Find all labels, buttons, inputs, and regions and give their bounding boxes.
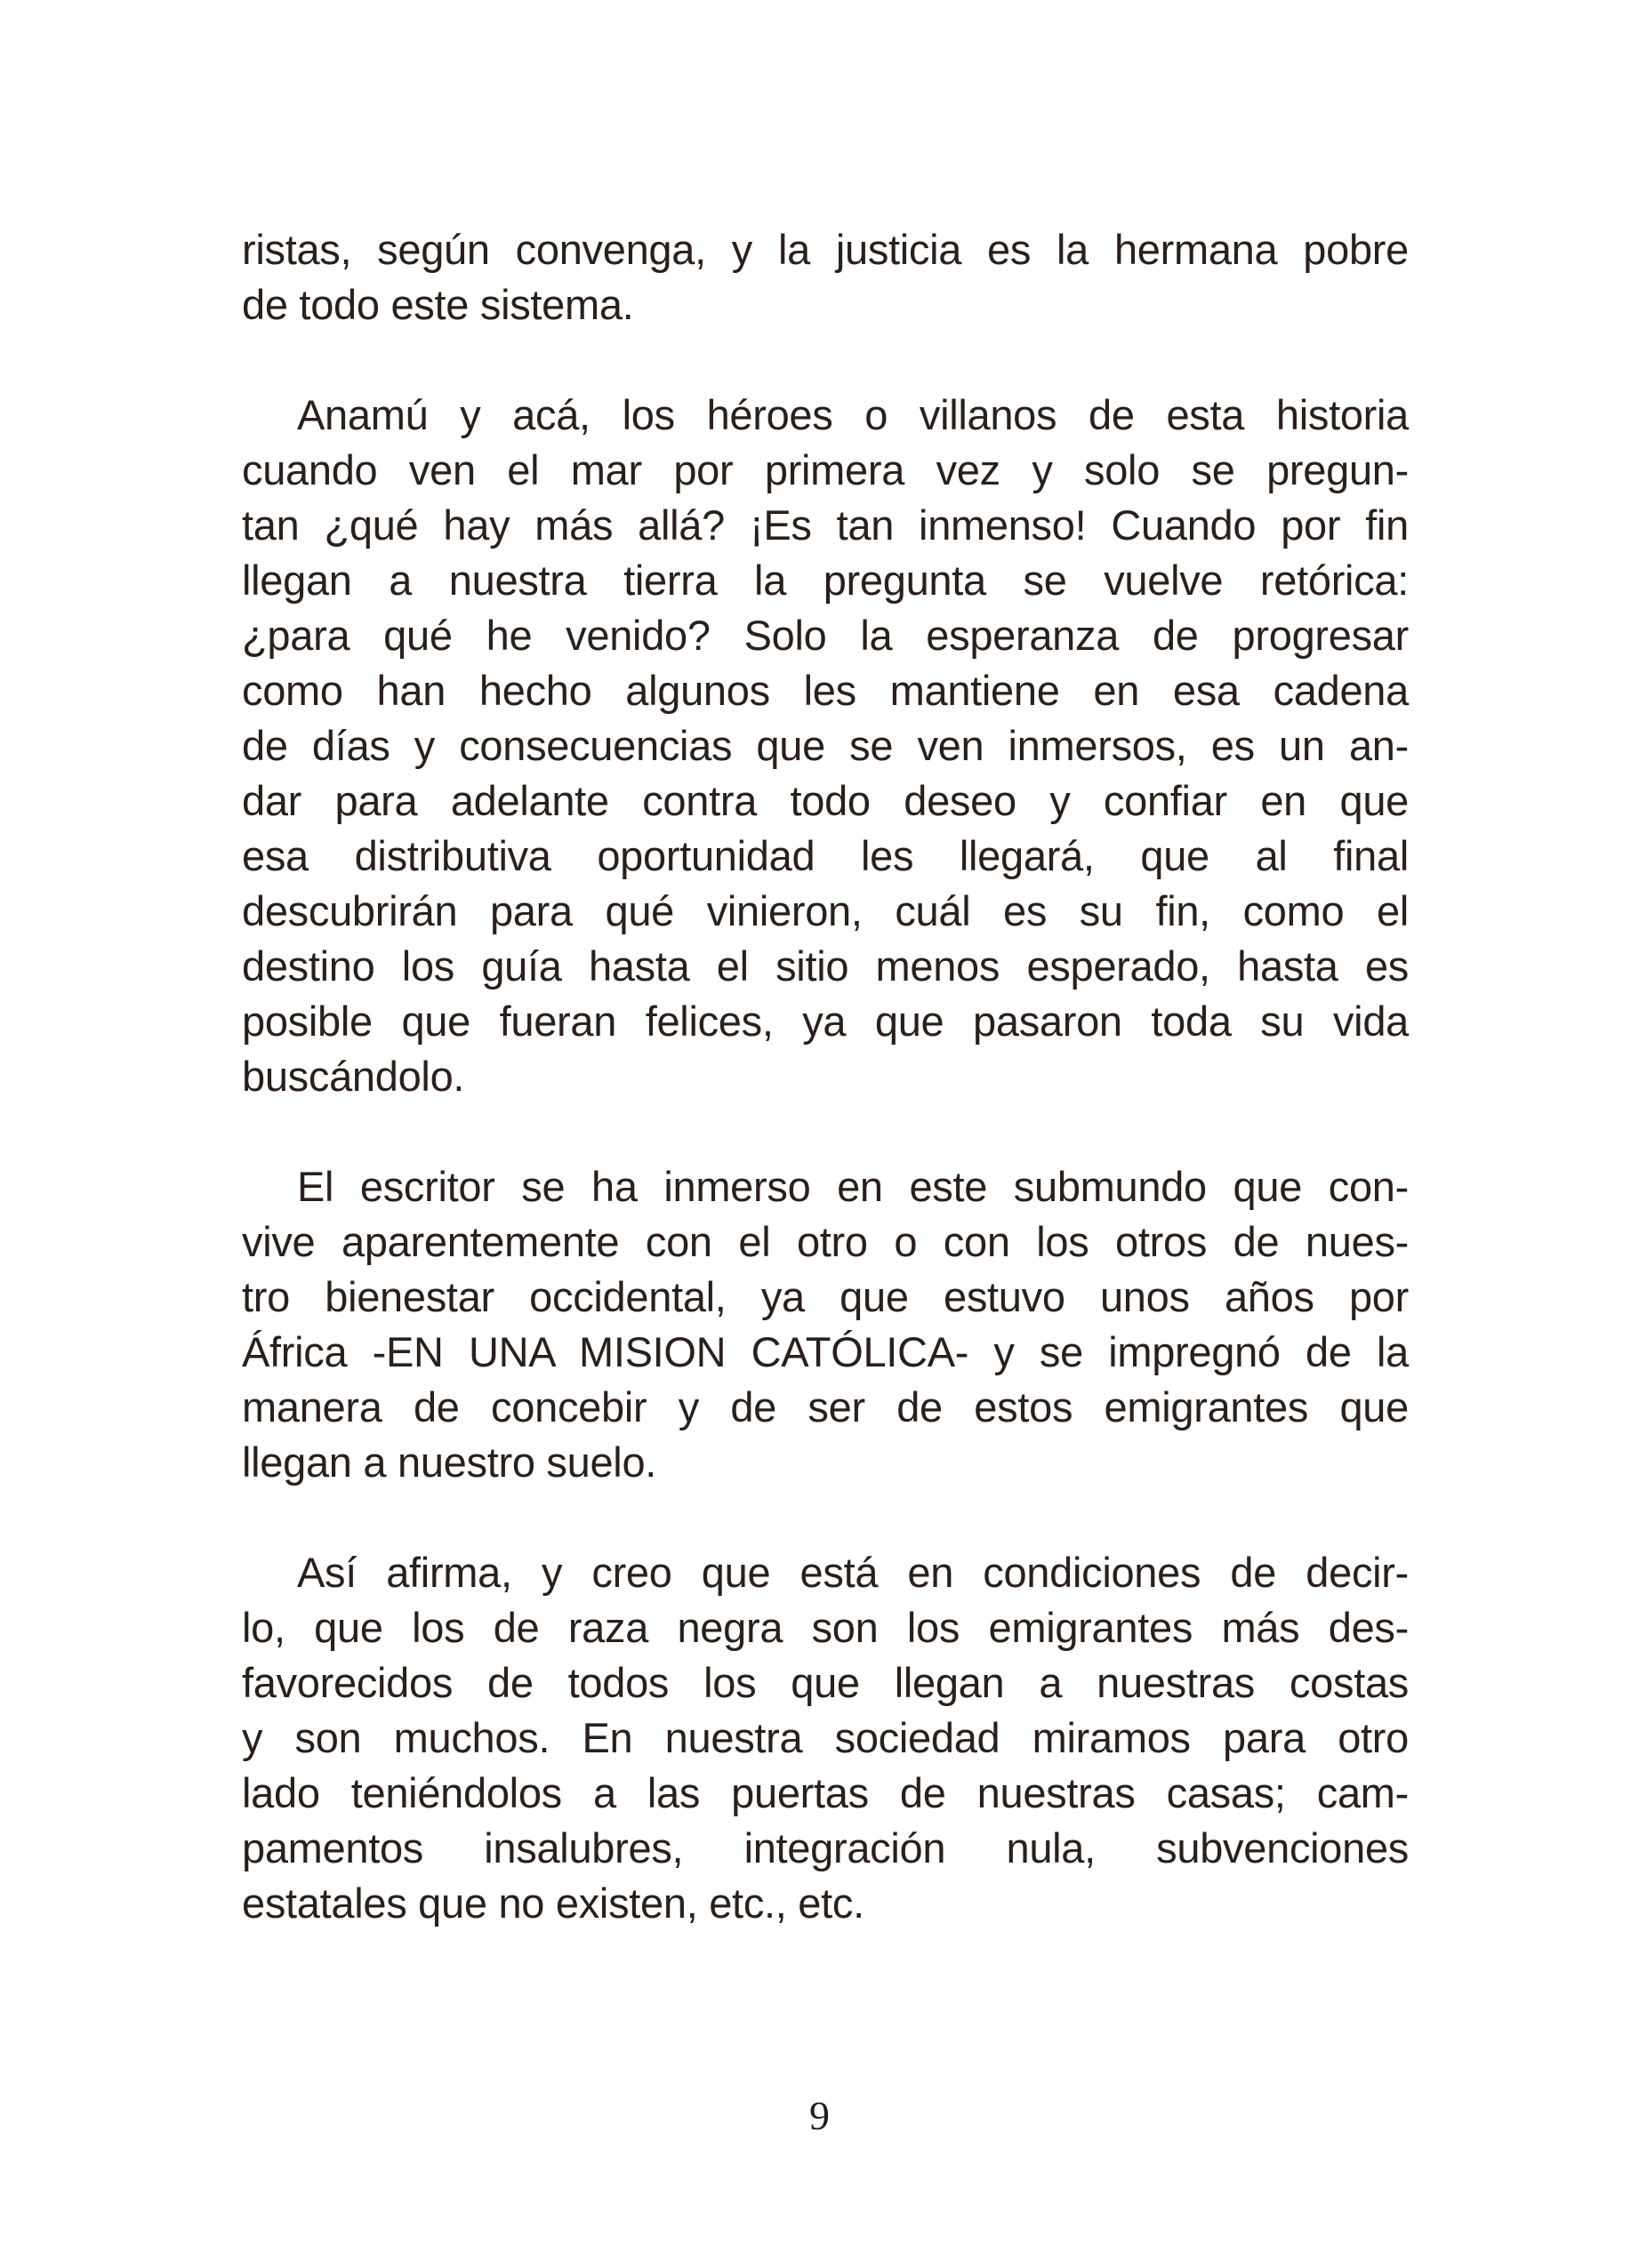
text-line: llegan a nuestra tierra la pregunta se vuelve retórica: <box>242 557 1409 604</box>
text-line: África -EN UNA MISION CATÓLICA- y se impregnó de la <box>242 1328 1409 1375</box>
page-footer <box>0 2089 1639 2143</box>
text-line: llegan a nuestro suelo. <box>242 1439 657 1486</box>
text-line: tan ¿qué hay más allá? ¡Es tan inmenso! Cuando por fin <box>242 501 1409 549</box>
text-line: lo, que los de raza negra son los emigrantes más des- <box>242 1604 1409 1651</box>
text-line: destino los guía hasta el sitio menos esperado, hasta es <box>242 942 1409 990</box>
page-number: 9 <box>809 2093 830 2138</box>
text-line: estatales que no existen, etc., etc. <box>242 1879 864 1927</box>
paragraph <box>242 388 1409 1104</box>
text-line: esa distributiva oportunidad les llegará, que al final <box>242 832 1409 879</box>
text-line: manera de concebir y de ser de estos emigrantes que <box>242 1383 1409 1431</box>
text-line: como han hecho algunos les mantiene en esa cadena <box>242 667 1409 714</box>
text-line: tro bienestar occidental, ya que estuvo unos años por <box>242 1273 1409 1320</box>
text-line: descubrirán para qué vinieron, cuál es su fin, como el <box>242 887 1409 934</box>
text-line: pamentos insalubres, integración nula, subvenciones <box>242 1824 1409 1871</box>
text-line: cuando ven el mar por primera vez y solo se pregun- <box>242 446 1409 493</box>
text-block <box>242 222 1409 1931</box>
text-line: ristas, según convenga, y la justicia es la hermana pobre <box>242 226 1409 273</box>
text-line: favorecidos de todos los que llegan a nuestras costas <box>242 1659 1409 1706</box>
text-line: posible que fueran felices, ya que pasaron toda su vida <box>242 998 1409 1045</box>
text-line: y son muchos. En nuestra sociedad miramos para otro <box>242 1714 1409 1761</box>
text-line: Así afirma, y creo que está en condiciones de decir- <box>297 1549 1409 1596</box>
text-line: lado teniéndolos a las puertas de nuestras casas; cam- <box>242 1769 1409 1816</box>
text-line: vive aparentemente con el otro o con los otros de nues- <box>242 1218 1409 1265</box>
text-line: de días y consecuencias que se ven inmersos, es un an- <box>242 722 1409 769</box>
text-line: El escritor se ha inmerso en este submundo que con- <box>297 1163 1409 1210</box>
text-line: ¿para qué he venido? Solo la esperanza de progresar <box>242 612 1409 659</box>
text-line: Anamú y acá, los héroes o villanos de esta historia <box>297 391 1409 438</box>
text-line: dar para adelante contra todo deseo y confiar en que <box>242 777 1409 824</box>
text-line: de todo este sistema. <box>242 281 634 328</box>
paragraph <box>242 1545 1409 1931</box>
paragraph <box>242 1159 1409 1490</box>
text-line: buscándolo. <box>242 1053 465 1100</box>
paragraph <box>242 222 1409 333</box>
